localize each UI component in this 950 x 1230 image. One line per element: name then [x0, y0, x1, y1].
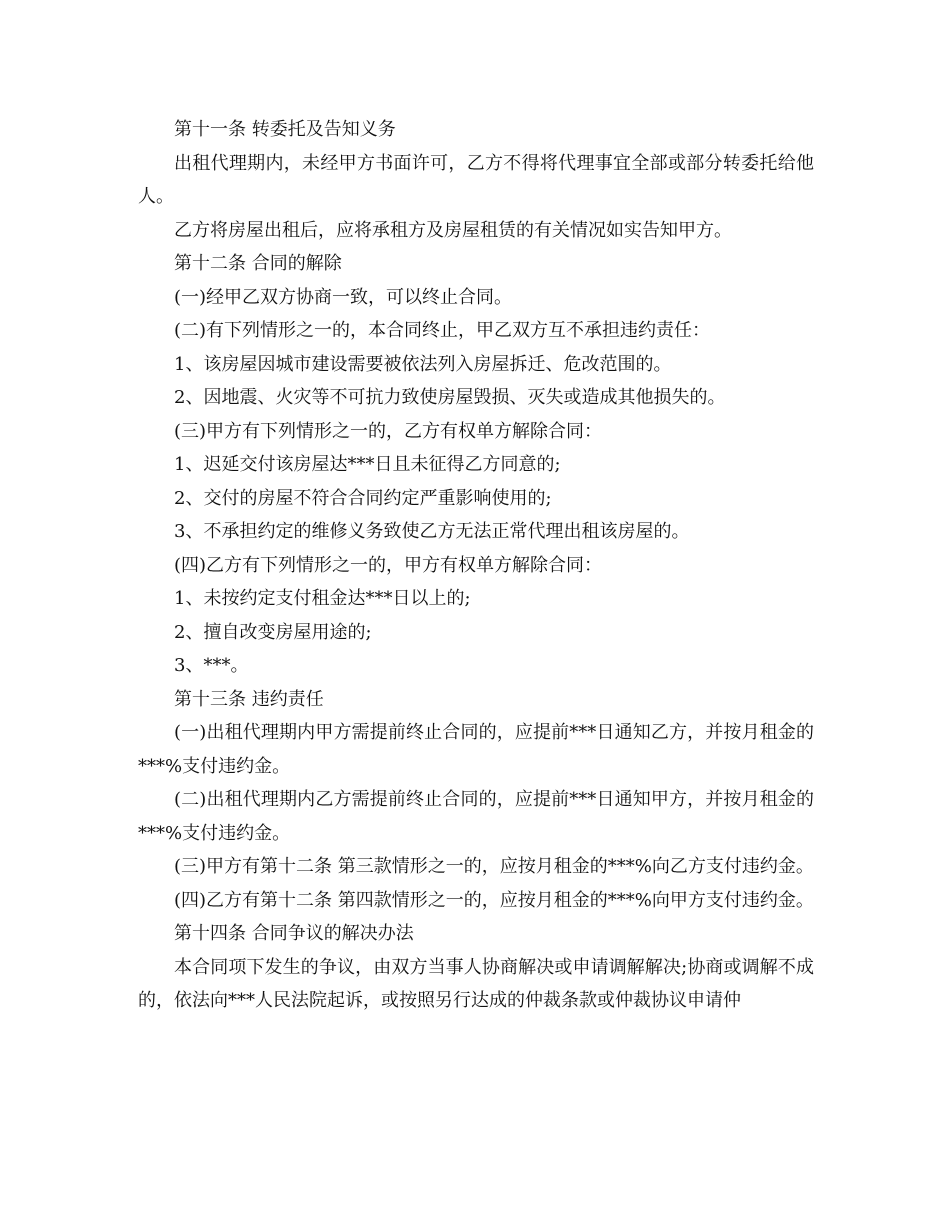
list-item: (三)甲方有第十二条 第三款情形之一的，应按月租金的***%向乙方支付违约金。	[174, 856, 814, 877]
article-13-heading: 第十三条 违约责任	[174, 688, 324, 710]
list-item: 3、不承担约定的维修义务致使乙方无法正常代理出租该房屋的。	[174, 521, 690, 542]
article-12-heading: 第十二条 合同的解除	[174, 253, 342, 274]
article-11-heading: 第十一条 转委托及告知义务	[174, 119, 396, 140]
list-item: 2、擅自改变房屋用途的;	[174, 621, 372, 643]
list-item: 1、该房屋因城市建设需要被依法列入房屋拆迁、危改范围的。	[174, 353, 672, 375]
list-item: (一)经甲乙双方协商一致，可以终止合同。	[174, 286, 513, 308]
list-item: 2、交付的房屋不符合合同约定严重影响使用的;	[174, 487, 552, 509]
paragraph: 乙方将房屋出租后，应将承租方及房屋租赁的有关情况如实告知甲方。	[174, 219, 732, 241]
list-item: (一)出租代理期内甲方需提前终止合同的，应提前***日通知乙方，并按月租金的***%支付违约金。	[138, 722, 814, 777]
paragraph: 出租代理期内，未经甲方书面许可，乙方不得将代理事宜全部或部分转委托给他人。	[138, 152, 814, 207]
list-item: (二)出租代理期内乙方需提前终止合同的，应提前***日通知甲方，并按月租金的***%支付违约金。	[138, 789, 814, 844]
list-item: (二)有下列情形之一的，本合同终止，甲乙双方互不承担违约责任：	[174, 320, 711, 341]
list-item: (三)甲方有下列情形之一的，乙方有权单方解除合同：	[174, 420, 603, 442]
list-item: 3、***。	[174, 655, 249, 676]
list-item: 1、未按约定支付租金达***日以上的;	[174, 588, 471, 609]
list-item: 1、迟延交付该房屋达***日且未征得乙方同意的;	[174, 454, 561, 475]
article-14-heading: 第十四条 合同争议的解决办法	[174, 923, 414, 944]
document-body	[138, 113, 814, 1018]
list-item: (四)乙方有第十二条 第四款情形之一的，应按月租金的***%向甲方支付违约金。	[174, 889, 814, 911]
list-item: 2、因地震、火灾等不可抗力致使房屋毁损、灭失或造成其他损失的。	[174, 387, 726, 408]
paragraph: 本合同项下发生的争议，由双方当事人协商解决或申请调解解决;协商或调解不成的，依法向***人民法院起诉，或按照另行达成的仲裁条款或仲裁协议申请仲	[138, 956, 814, 1011]
list-item: (四)乙方有下列情形之一的，甲方有权单方解除合同：	[174, 554, 603, 576]
